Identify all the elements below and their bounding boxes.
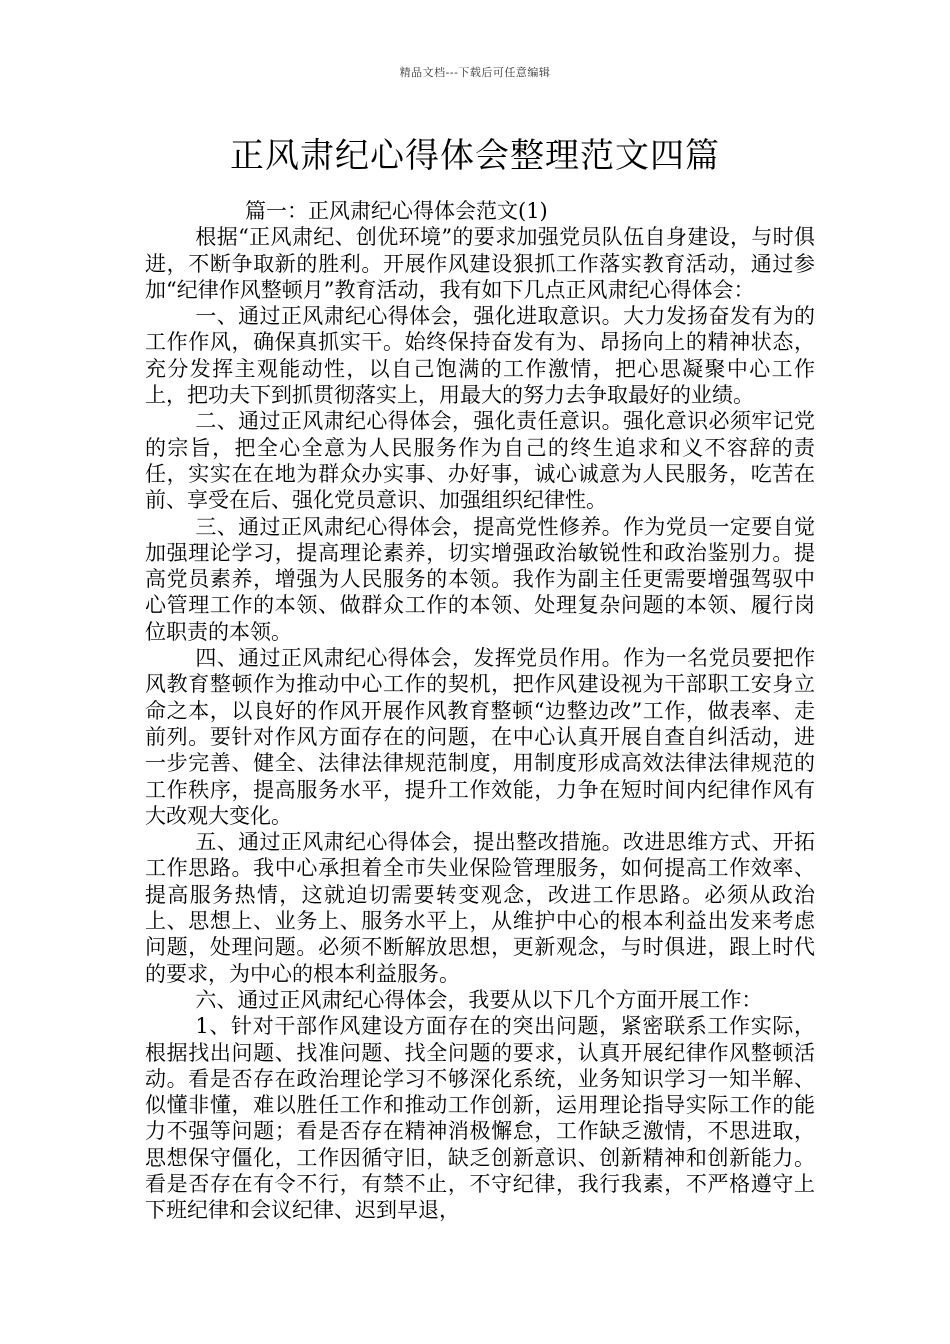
section-subtitle: 篇一：正风肃纪心得体会范文(1) xyxy=(245,199,548,223)
paragraph-point-3: 三、通过正风肃纪心得体会，提高党性修养。作为党员一定要自觉加强理论学习，提高理论素养，切实增强政治敏锐性和政治鉴别力。提高党员素养，增强为人民服务的本领。我作为副主任更需要增强驾驭中心管理工作的本领、做群众工作的本领、处理复杂问题的本领、履行岗位职责的本领。 xyxy=(145,514,815,644)
document-title: 正风肃纪心得体会整理范文四篇 xyxy=(230,136,720,176)
document-body xyxy=(145,198,815,1224)
paragraph-point-1: 一、通过正风肃纪心得体会，强化进取意识。大力发扬奋发有为的工作作风，确保真抓实干。始终保持奋发有为、昂扬向上的精神状态，充分发挥主观能动性，以自己饱满的工作激情，把心思凝聚中心工作上，把功夫下到抓贯彻落实上，用最大的努力去争取最好的业绩。 xyxy=(145,304,815,408)
paragraph-point-2: 二、通过正风肃纪心得体会，强化责任意识。强化意识必须牢记党的宗旨，把全心全意为人民服务作为自己的终生追求和义不容辞的责任，实实在在地为群众办实事、办好事，诚心诚意为人民服务，吃苦在前、享受在后、强化党员意识、加强组织纪律性。 xyxy=(145,409,815,513)
paragraph-point-6: 六、通过正风肃纪心得体会，我要从以下几个方面开展工作： xyxy=(195,987,763,1012)
paragraph-point-5: 五、通过正风肃纪心得体会，提出整改措施。改进思维方式、开拓工作思路。我中心承担着全市失业保险管理服务，如何提高工作效率、提高服务热情，这就迫切需要转变观念，改进工作思路。必须从政治上、思想上、业务上、服务水平上，从维护中心的根本利益出发来考虑问题，处理问题。必须不断解放思想，更新观念，与时俱进，跟上时代的要求，为中心的根本利益服务。 xyxy=(145,830,815,986)
paragraph-item-1: 1、针对干部作风建设方面存在的突出问题，紧密联系工作实际，根据找出问题、找准问题、找全问题的要求，认真开展纪律作风整顿活动。看是否存在政治理论学习不够深化系统，业务知识学习一知半解、似懂非懂，难以胜任工作和推动工作创新，运用理论指导实际工作的能力不强等问题；看是否存在精神消极懈怠，工作缺乏激情，不思进取，思想保守僵化，工作因循守旧，缺乏创新意识、创新精神和创新能力。看是否存在有令不行，有禁不止，不守纪律，我行我素，不严格遵守上下班纪律和会议纪律、迟到早退， xyxy=(145,1014,815,1223)
header-note: 精品文档---下载后可任意编辑 xyxy=(399,66,551,79)
paragraph-intro: 根据“正风肃纪、创优环境”的要求加强党员队伍自身建设，与时俱进，不断争取新的胜利。开展作风建设狠抓工作落实教育活动，通过参加“纪律作风整顿月”教育活动，我有如下几点正风肃纪心得体会： xyxy=(145,225,815,302)
paragraph-point-4: 四、通过正风肃纪心得体会，发挥党员作用。作为一名党员要把作风教育整顿作为推动中心工作的契机，把作风建设视为干部职工安身立命之本，以良好的作风开展作风教育整顿“边整边改”工作，做表率、走前列。要针对作风方面存在的问题，在中心认真开展自查自纠活动，进一步完善、健全、法律法律规范制度，用制度形成高效法律法律规范的工作秩序，提高服务水平，提升工作效能，力争在短时间内纪律作风有大改观大变化。 xyxy=(145,646,815,828)
